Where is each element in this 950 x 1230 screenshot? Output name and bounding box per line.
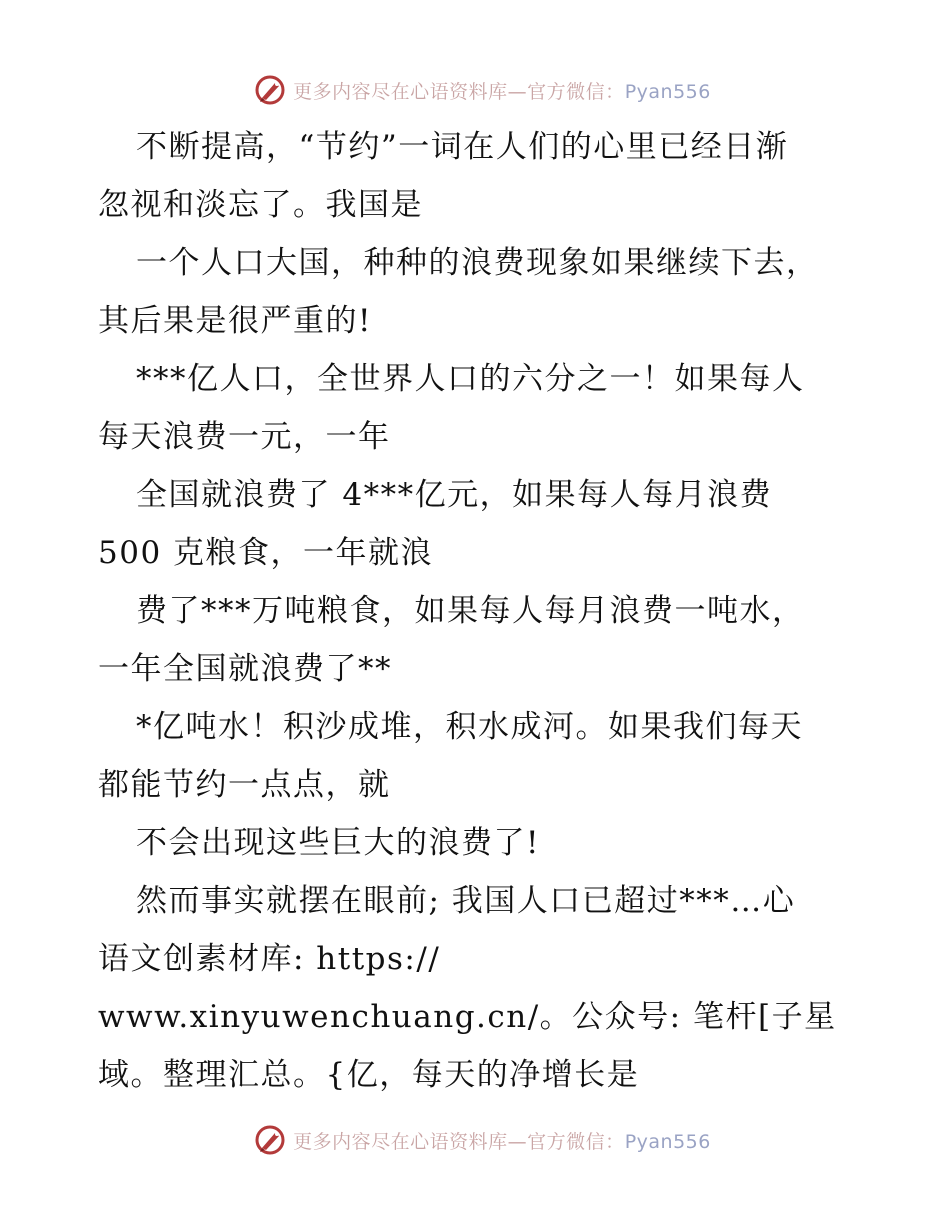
footer-text: [293, 1127, 711, 1154]
header-wechat-id: Pyan556: [624, 80, 711, 103]
header-dash: —: [507, 80, 528, 103]
body-line-7: 全国就浪费了 4***亿元，如果每人每月浪费: [136, 477, 773, 513]
body-line-5: ***亿人口，全世界人口的六分之一！如果每人: [136, 361, 805, 397]
footer-wechat-id: Pyan556: [624, 1130, 711, 1153]
body-line-10: 一年全国就浪费了**: [98, 651, 392, 687]
footer-site-text: 更多内容尽在心语资料库: [293, 1130, 508, 1153]
pen-logo-icon: [253, 1123, 287, 1157]
footer-official-text: 官方微信：: [527, 1130, 625, 1153]
body-text: [98, 118, 878, 1104]
body-line-4: 其后果是很严重的!: [98, 303, 372, 339]
body-line-8: 500 克粮食，一年就浪: [98, 535, 434, 571]
footer-banner-inner: [253, 1123, 711, 1157]
body-line-13: 不会出现这些巨大的浪费了!: [136, 825, 540, 861]
body-line-3: 一个人口大国，种种的浪费现象如果继续下去，: [136, 245, 819, 281]
body-line-1: 不断提高，“节约”一词在人们的心里已经日渐: [136, 129, 789, 165]
body-line-6: 每天浪费一元，一年: [98, 419, 391, 455]
body-line-11: *亿吨水！积沙成堆，积水成河。如果我们每天: [136, 709, 803, 745]
body-line-9: 费了***万吨粮食，如果每人每月浪费一吨水，: [136, 593, 805, 629]
body-line-2: 忽视和淡忘了。我国是: [98, 187, 423, 223]
header-banner-inner: [253, 73, 711, 107]
body-line-16: www.xinyuwenchuang.cn/。公众号: 笔杆[子星: [98, 999, 837, 1035]
body-line-12: 都能节约一点点，就: [98, 767, 391, 803]
header-banner: [0, 70, 950, 110]
header-site-text: 更多内容尽在心语资料库: [293, 80, 508, 103]
pen-logo-icon: [253, 73, 287, 107]
header-official-text: 官方微信：: [527, 80, 625, 103]
header-text: [293, 77, 711, 104]
footer-dash: —: [507, 1130, 528, 1153]
body-line-17: 域。整理汇总。{亿，每天的净增长是: [98, 1057, 640, 1093]
body-line-14: 然而事实就摆在眼前; 我国人口已超过***…心: [136, 883, 796, 919]
body-line-15: 语文创素材库: https://: [98, 941, 441, 977]
footer-banner: [0, 1120, 950, 1160]
